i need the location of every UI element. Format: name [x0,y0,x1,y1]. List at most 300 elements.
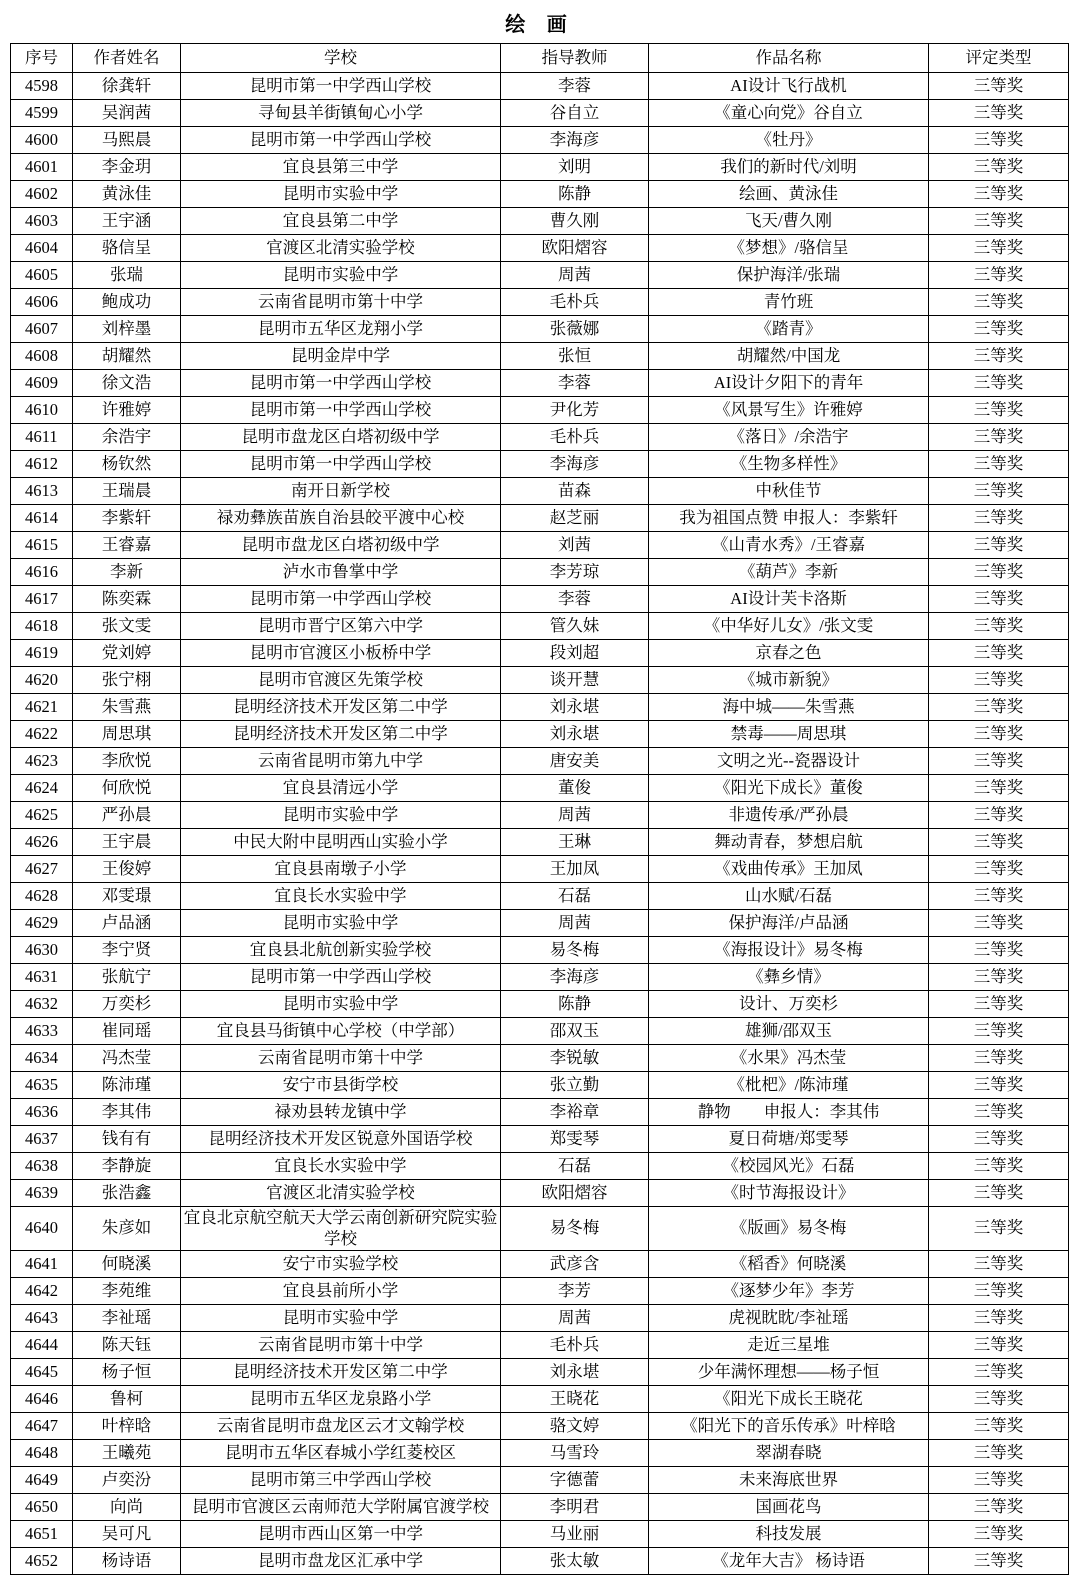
row-author: 陈奕霖 [73,586,181,613]
row-school: 宜良县第二中学 [181,208,501,235]
row-work: 我们的新时代/刘明 [649,154,929,181]
row-teacher: 欧阳熠容 [501,1180,649,1207]
row-school: 泸水市鲁掌中学 [181,559,501,586]
row-award: 三等奖 [929,559,1069,586]
table-row [11,1072,1069,1099]
row-author: 万奕杉 [73,991,181,1018]
row-no: 4629 [11,910,73,937]
row-teacher: 毛朴兵 [501,424,649,451]
row-teacher: 易冬梅 [501,1207,649,1251]
table-row [11,640,1069,667]
table-row [11,1180,1069,1207]
table-row [11,1153,1069,1180]
row-teacher: 李明君 [501,1494,649,1521]
row-teacher: 管久妹 [501,613,649,640]
award-list-table [10,43,1069,1575]
table-row [11,1278,1069,1305]
table-row [11,559,1069,586]
row-author: 向尚 [73,1494,181,1521]
row-award: 三等奖 [929,1305,1069,1332]
row-teacher: 周茜 [501,262,649,289]
row-author: 杨子恒 [73,1359,181,1386]
row-teacher: 刘永堪 [501,1359,649,1386]
row-author: 鲁柯 [73,1386,181,1413]
row-author: 张瑞 [73,262,181,289]
row-school: 昆明市实验中学 [181,991,501,1018]
row-author: 李金玥 [73,154,181,181]
table-row [11,505,1069,532]
row-teacher: 刘永堪 [501,694,649,721]
row-school: 昆明市盘龙区汇承中学 [181,1548,501,1575]
row-award: 三等奖 [929,829,1069,856]
row-no: 4612 [11,451,73,478]
row-no: 4626 [11,829,73,856]
row-no: 4651 [11,1521,73,1548]
row-teacher: 唐安美 [501,748,649,775]
row-author: 党刘婷 [73,640,181,667]
row-school: 宜良县北航创新实验学校 [181,937,501,964]
row-teacher: 周茜 [501,802,649,829]
table-row [11,532,1069,559]
row-author: 朱彦如 [73,1207,181,1251]
row-work: 静物 申报人：李其伟 [649,1099,929,1126]
row-teacher: 刘明 [501,154,649,181]
row-author: 钱有有 [73,1126,181,1153]
row-work: AI设计夕阳下的青年 [649,370,929,397]
table-row [11,397,1069,424]
row-work: 《阳光下的音乐传承》叶梓晗 [649,1413,929,1440]
row-school: 云南省昆明市第十中学 [181,1045,501,1072]
row-no: 4641 [11,1251,73,1278]
row-work: 《校园风光》石磊 [649,1153,929,1180]
row-school: 昆明市第一中学西山学校 [181,964,501,991]
table-row [11,73,1069,100]
table-row [11,775,1069,802]
row-teacher: 李蓉 [501,370,649,397]
table-row [11,937,1069,964]
row-school: 禄劝彝族苗族自治县皎平渡中心校 [181,505,501,532]
row-school: 昆明市五华区春城小学红菱校区 [181,1440,501,1467]
row-award: 三等奖 [929,748,1069,775]
table-row [11,1332,1069,1359]
row-work: 《葫芦》李新 [649,559,929,586]
table-row [11,424,1069,451]
table-row [11,289,1069,316]
row-work: AI设计飞行战机 [649,73,929,100]
row-school: 云南省昆明市盘龙区云才文翰学校 [181,1413,501,1440]
row-author: 李紫轩 [73,505,181,532]
row-work: 《落日》/余浩宇 [649,424,929,451]
row-work: 《枇杷》/陈沛瑾 [649,1072,929,1099]
row-author: 王宇晨 [73,829,181,856]
row-work: 保护海洋/卢品涵 [649,910,929,937]
row-no: 4611 [11,424,73,451]
row-school: 安宁市县街学校 [181,1072,501,1099]
row-school: 云南省昆明市第十中学 [181,289,501,316]
row-award: 三等奖 [929,1207,1069,1251]
row-work: 《时节海报设计》 [649,1180,929,1207]
row-award: 三等奖 [929,1521,1069,1548]
row-teacher: 邵双玉 [501,1018,649,1045]
row-award: 三等奖 [929,883,1069,910]
row-no: 4600 [11,127,73,154]
row-author: 张航宁 [73,964,181,991]
row-school: 昆明市五华区龙翔小学 [181,316,501,343]
row-school: 昆明市实验中学 [181,802,501,829]
row-teacher: 董俊 [501,775,649,802]
row-teacher: 马业丽 [501,1521,649,1548]
row-school: 昆明经济技术开发区第二中学 [181,1359,501,1386]
row-award: 三等奖 [929,397,1069,424]
row-no: 4606 [11,289,73,316]
row-school: 昆明市官渡区云南师范大学附属官渡学校 [181,1494,501,1521]
row-award: 三等奖 [929,1413,1069,1440]
row-work: 《童心向党》谷自立 [649,100,929,127]
row-school: 昆明经济技术开发区第二中学 [181,721,501,748]
row-no: 4640 [11,1207,73,1251]
row-school: 昆明经济技术开发区锐意外国语学校 [181,1126,501,1153]
table-row [11,1467,1069,1494]
column-header-award: 评定类型 [929,44,1069,73]
row-no: 4603 [11,208,73,235]
row-work: 《龙年大吉》 杨诗语 [649,1548,929,1575]
table-row [11,478,1069,505]
row-school: 中民大附中昆明西山实验小学 [181,829,501,856]
row-author: 徐龚轩 [73,73,181,100]
row-work: 《稻香》何晓溪 [649,1251,929,1278]
row-author: 王宇涵 [73,208,181,235]
row-award: 三等奖 [929,991,1069,1018]
row-teacher: 石磊 [501,1153,649,1180]
row-teacher: 李海彦 [501,127,649,154]
row-work: 《阳光下成长王晓花 [649,1386,929,1413]
row-school: 昆明市晋宁区第六中学 [181,613,501,640]
row-work: 《牡丹》 [649,127,929,154]
row-school: 昆明市实验中学 [181,910,501,937]
row-teacher: 欧阳熠容 [501,235,649,262]
row-teacher: 陈静 [501,991,649,1018]
row-no: 4646 [11,1386,73,1413]
table-row [11,1126,1069,1153]
row-work: 《生物多样性》 [649,451,929,478]
row-work: 翠湖春晓 [649,1440,929,1467]
row-work: 走近三星堆 [649,1332,929,1359]
table-row [11,802,1069,829]
row-no: 4652 [11,1548,73,1575]
row-award: 三等奖 [929,343,1069,370]
table-body [11,73,1069,1575]
row-school: 昆明市实验中学 [181,262,501,289]
row-work: 《踏青》 [649,316,929,343]
row-work: 《彝乡情》 [649,964,929,991]
row-author: 黄泳佳 [73,181,181,208]
row-school: 官渡区北清实验学校 [181,1180,501,1207]
row-work: 青竹班 [649,289,929,316]
column-header-author: 作者姓名 [73,44,181,73]
row-work: 山水赋/石磊 [649,883,929,910]
row-award: 三等奖 [929,1072,1069,1099]
table-row [11,910,1069,937]
row-award: 三等奖 [929,1494,1069,1521]
row-no: 4610 [11,397,73,424]
row-work: 《山青水秀》/王睿嘉 [649,532,929,559]
row-work: 《戏曲传承》王加凤 [649,856,929,883]
row-author: 李静旋 [73,1153,181,1180]
row-award: 三等奖 [929,208,1069,235]
row-no: 4607 [11,316,73,343]
table-row [11,235,1069,262]
row-author: 李祉瑶 [73,1305,181,1332]
row-author: 叶梓晗 [73,1413,181,1440]
row-award: 三等奖 [929,532,1069,559]
table-row [11,262,1069,289]
table-row [11,1305,1069,1332]
table-row [11,1494,1069,1521]
row-work: 未来海底世界 [649,1467,929,1494]
table-row [11,613,1069,640]
row-no: 4638 [11,1153,73,1180]
row-teacher: 张恒 [501,343,649,370]
row-teacher: 石磊 [501,883,649,910]
row-school: 昆明市官渡区先策学校 [181,667,501,694]
row-no: 4623 [11,748,73,775]
table-row [11,1045,1069,1072]
table-row [11,1548,1069,1575]
row-author: 徐文浩 [73,370,181,397]
table-row [11,1521,1069,1548]
row-work: 设计、万奕杉 [649,991,929,1018]
table-row [11,1440,1069,1467]
row-author: 吴可凡 [73,1521,181,1548]
row-no: 4621 [11,694,73,721]
row-work: 《城市新貌》 [649,667,929,694]
row-teacher: 谷自立 [501,100,649,127]
row-school: 昆明市第一中学西山学校 [181,127,501,154]
row-work: 非遗传承/严孙晨 [649,802,929,829]
page-title: 绘 画 [505,14,575,36]
row-school: 安宁市实验学校 [181,1251,501,1278]
row-author: 余浩宇 [73,424,181,451]
row-author: 李其伟 [73,1099,181,1126]
row-teacher: 李芳琼 [501,559,649,586]
row-award: 三等奖 [929,1126,1069,1153]
table-row [11,181,1069,208]
row-work: 夏日荷塘/郑雯琴 [649,1126,929,1153]
row-author: 卢品涵 [73,910,181,937]
row-no: 4648 [11,1440,73,1467]
table-row [11,451,1069,478]
row-school: 昆明市第一中学西山学校 [181,451,501,478]
table-row [11,1386,1069,1413]
row-award: 三等奖 [929,802,1069,829]
row-work: 京春之色 [649,640,929,667]
row-author: 杨诗语 [73,1548,181,1575]
row-school: 昆明经济技术开发区第二中学 [181,694,501,721]
row-no: 4628 [11,883,73,910]
row-no: 4620 [11,667,73,694]
table-row [11,1207,1069,1251]
row-no: 4616 [11,559,73,586]
row-award: 三等奖 [929,1180,1069,1207]
table-row [11,586,1069,613]
row-teacher: 陈静 [501,181,649,208]
row-no: 4636 [11,1099,73,1126]
row-school: 宜良长水实验中学 [181,1153,501,1180]
row-author: 许雅婷 [73,397,181,424]
row-award: 三等奖 [929,964,1069,991]
row-work: 文明之光--瓷器设计 [649,748,929,775]
row-teacher: 王琳 [501,829,649,856]
table-row [11,1018,1069,1045]
table-row [11,127,1069,154]
row-award: 三等奖 [929,1251,1069,1278]
row-award: 三等奖 [929,775,1069,802]
row-no: 4599 [11,100,73,127]
table-row [11,316,1069,343]
row-author: 邓雯璟 [73,883,181,910]
row-no: 4613 [11,478,73,505]
row-school: 昆明市官渡区小板桥中学 [181,640,501,667]
row-teacher: 字德蕾 [501,1467,649,1494]
row-teacher: 王晓花 [501,1386,649,1413]
row-author: 张宁栩 [73,667,181,694]
row-author: 卢奕汾 [73,1467,181,1494]
row-work: 我为祖国点赞 申报人：李紫轩 [649,505,929,532]
row-author: 李新 [73,559,181,586]
row-award: 三等奖 [929,127,1069,154]
table-row [11,694,1069,721]
row-no: 4649 [11,1467,73,1494]
row-no: 4631 [11,964,73,991]
row-work: 海中城——朱雪燕 [649,694,929,721]
row-award: 三等奖 [929,1099,1069,1126]
row-work: 飞天/曹久刚 [649,208,929,235]
row-teacher: 武彦含 [501,1251,649,1278]
table-row [11,964,1069,991]
row-award: 三等奖 [929,613,1069,640]
row-work: 虎视眈眈/李祉瑶 [649,1305,929,1332]
row-work: 《中华好儿女》/张文雯 [649,613,929,640]
row-no: 4602 [11,181,73,208]
row-author: 骆信呈 [73,235,181,262]
row-teacher: 毛朴兵 [501,289,649,316]
row-award: 三等奖 [929,370,1069,397]
row-teacher: 谈开慧 [501,667,649,694]
row-school: 昆明市第一中学西山学校 [181,370,501,397]
row-award: 三等奖 [929,586,1069,613]
row-award: 三等奖 [929,451,1069,478]
row-school: 宜良县清远小学 [181,775,501,802]
row-author: 李宁贤 [73,937,181,964]
row-no: 4618 [11,613,73,640]
row-teacher: 郑雯琴 [501,1126,649,1153]
row-no: 4614 [11,505,73,532]
row-teacher: 骆文婷 [501,1413,649,1440]
row-school: 宜良长水实验中学 [181,883,501,910]
row-award: 三等奖 [929,100,1069,127]
row-school: 南开日新学校 [181,478,501,505]
row-no: 4624 [11,775,73,802]
row-author: 周思琪 [73,721,181,748]
row-author: 李苑维 [73,1278,181,1305]
row-award: 三等奖 [929,1467,1069,1494]
row-award: 三等奖 [929,1332,1069,1359]
row-no: 4608 [11,343,73,370]
table-row [11,856,1069,883]
row-school: 昆明金岸中学 [181,343,501,370]
row-school: 官渡区北清实验学校 [181,235,501,262]
row-teacher: 尹化芳 [501,397,649,424]
row-work: 国画花鸟 [649,1494,929,1521]
row-teacher: 易冬梅 [501,937,649,964]
table-row [11,829,1069,856]
table-row [11,1251,1069,1278]
row-author: 陈天钰 [73,1332,181,1359]
row-school: 昆明市第一中学西山学校 [181,586,501,613]
row-work: 胡耀然/中国龙 [649,343,929,370]
column-header-school: 学校 [181,44,501,73]
row-author: 崔同瑶 [73,1018,181,1045]
row-teacher: 赵芝丽 [501,505,649,532]
row-award: 三等奖 [929,181,1069,208]
table-row [11,883,1069,910]
row-award: 三等奖 [929,1359,1069,1386]
row-author: 刘梓墨 [73,316,181,343]
column-header-work: 作品名称 [649,44,929,73]
row-award: 三等奖 [929,73,1069,100]
row-award: 三等奖 [929,1386,1069,1413]
row-no: 4643 [11,1305,73,1332]
row-award: 三等奖 [929,1440,1069,1467]
row-no: 4622 [11,721,73,748]
row-no: 4650 [11,1494,73,1521]
row-no: 4642 [11,1278,73,1305]
row-teacher: 李海彦 [501,964,649,991]
table-row [11,208,1069,235]
row-work: 舞动青春，梦想启航 [649,829,929,856]
row-work: 少年满怀理想——杨子恒 [649,1359,929,1386]
row-award: 三等奖 [929,937,1069,964]
row-school: 昆明市第三中学西山学校 [181,1467,501,1494]
row-no: 4627 [11,856,73,883]
row-no: 4605 [11,262,73,289]
row-teacher: 刘茜 [501,532,649,559]
table-row [11,100,1069,127]
row-work: 《阳光下成长》董俊 [649,775,929,802]
row-award: 三等奖 [929,667,1069,694]
row-award: 三等奖 [929,1548,1069,1575]
row-no: 4609 [11,370,73,397]
row-author: 陈沛瑾 [73,1072,181,1099]
row-award: 三等奖 [929,505,1069,532]
row-award: 三等奖 [929,1153,1069,1180]
row-work: 《逐梦少年》李芳 [649,1278,929,1305]
row-work: 《梦想》/骆信呈 [649,235,929,262]
row-teacher: 曹久刚 [501,208,649,235]
row-award: 三等奖 [929,721,1069,748]
table-row [11,721,1069,748]
row-school: 宜良北京航空航天大学云南创新研究院实验学校 [181,1207,501,1251]
row-no: 4645 [11,1359,73,1386]
row-teacher: 李蓉 [501,586,649,613]
row-no: 4630 [11,937,73,964]
row-author: 张浩鑫 [73,1180,181,1207]
column-header-no: 序号 [11,44,73,73]
row-school: 昆明市西山区第一中学 [181,1521,501,1548]
row-work: AI设计芙卡洛斯 [649,586,929,613]
row-school: 昆明市五华区龙泉路小学 [181,1386,501,1413]
row-award: 三等奖 [929,235,1069,262]
